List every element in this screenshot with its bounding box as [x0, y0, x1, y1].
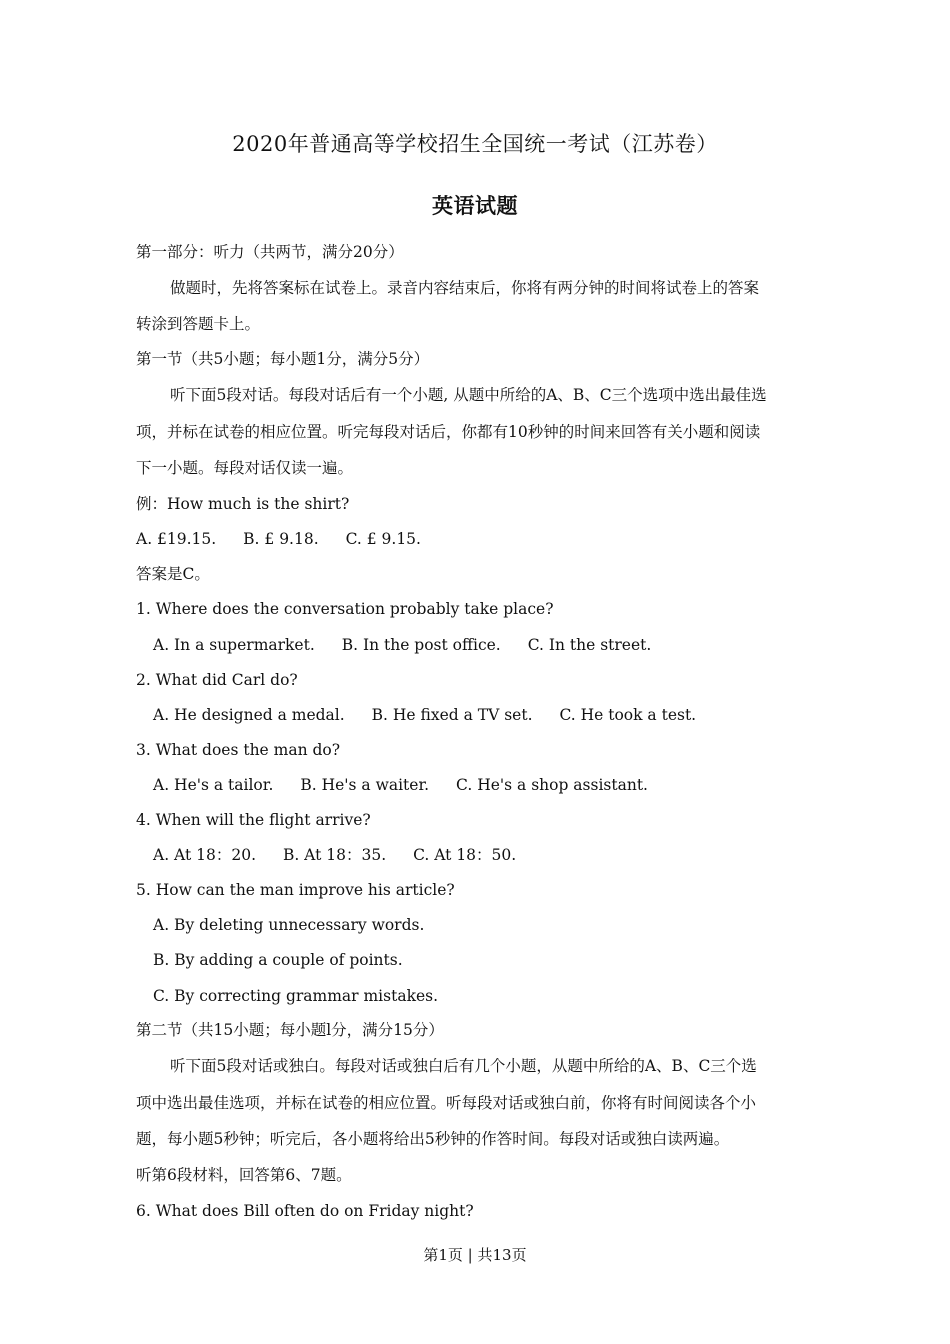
q4-option-c: C. At 18：50.: [413, 846, 517, 864]
q1-option-c: C. In the street.: [527, 636, 652, 654]
q3-option-b: B. He's a waiter.: [300, 776, 430, 794]
q2-option-c: C. He took a test.: [559, 706, 697, 724]
question-2: 2. What did Carl do?: [136, 671, 298, 689]
section2-heading: 第二节（共15小题；每小题l分，满分15分）: [136, 1021, 444, 1039]
example-question: 例：How much is the shirt?: [136, 495, 350, 513]
section2-line-2: 项中选出最佳选项，并标在试卷的相应位置。听每段对话或独白前，你将有时间阅读各个小: [136, 1094, 757, 1112]
page-footer: 第1页 | 共13页: [423, 1246, 527, 1264]
q2-option-b: B. He fixed a TV set.: [371, 706, 533, 724]
section1-line-2: 项，并标在试卷的相应位置。听完每段对话后，你都有10秒钟的时间来回答有关小题和阅读: [136, 423, 761, 441]
question-1-options: [153, 634, 833, 656]
example-option-c: C. £ 9.15.: [345, 530, 421, 548]
q4-option-b: B. At 18：35.: [282, 846, 387, 864]
question-5: 5. How can the man improve his article?: [136, 881, 455, 899]
q4-option-a: A. At 18：20.: [153, 846, 256, 864]
question-1: 1. Where does the conversation probably take place?: [136, 600, 554, 618]
section2-line-3: 题，每小题5秒钟；听完后，各小题将给出5秒钟的作答时间。每段对话或独白读两遍。: [136, 1130, 730, 1148]
question-3-options: [153, 774, 833, 796]
q1-option-b: B. In the post office.: [341, 636, 501, 654]
example-options: [136, 528, 816, 550]
q5-option-b: B. By adding a couple of points.: [153, 951, 403, 969]
q5-option-a: A. By deleting unnecessary words.: [153, 916, 425, 934]
q1-option-a: A. In a supermarket.: [153, 636, 315, 654]
exam-subtitle: 英语试题: [432, 193, 518, 218]
part1-heading: 第一部分：听力（共两节，满分20分）: [136, 243, 404, 261]
q3-option-c: C. He's a shop assistant.: [456, 776, 648, 794]
question-3: 3. What does the man do?: [136, 741, 341, 759]
question-6: 6. What does Bill often do on Friday night?: [136, 1202, 474, 1220]
q2-option-a: A. He designed a medal.: [153, 706, 345, 724]
question-4-options: [153, 844, 833, 866]
section1-heading: 第一节（共5小题；每小题1分，满分5分）: [136, 350, 430, 368]
section1-line-3: 下一小题。每段对话仅读一遍。: [136, 459, 354, 477]
q5-option-c: C. By correcting grammar mistakes.: [153, 987, 439, 1005]
example-option-a: A. £19.15.: [136, 530, 217, 548]
material-6-heading: 听第6段材料，回答第6、7题。: [136, 1166, 352, 1184]
question-2-options: [153, 704, 833, 726]
section1-line-1: 听下面5段对话。每段对话后有一个小题, 从题中所给的A、B、C三个选项中选出最佳选: [170, 386, 767, 404]
instructions-line-1: 做题时，先将答案标在试卷上。录音内容结束后，你将有两分钟的时间将试卷上的答案: [170, 279, 760, 297]
example-option-b: B. £ 9.18.: [243, 530, 319, 548]
section2-line-1: 听下面5段对话或独白。每段对话或独白后有几个小题，从题中所给的A、B、C三个选: [170, 1057, 757, 1075]
q3-option-a: A. He's a tailor.: [153, 776, 274, 794]
example-answer: 答案是C。: [136, 565, 210, 583]
question-4: 4. When will the flight arrive?: [136, 811, 371, 829]
exam-title: 2020年普通高等学校招生全国统一考试（江苏卷）: [232, 132, 718, 156]
instructions-line-2: 转涂到答题卡上。: [136, 315, 261, 333]
